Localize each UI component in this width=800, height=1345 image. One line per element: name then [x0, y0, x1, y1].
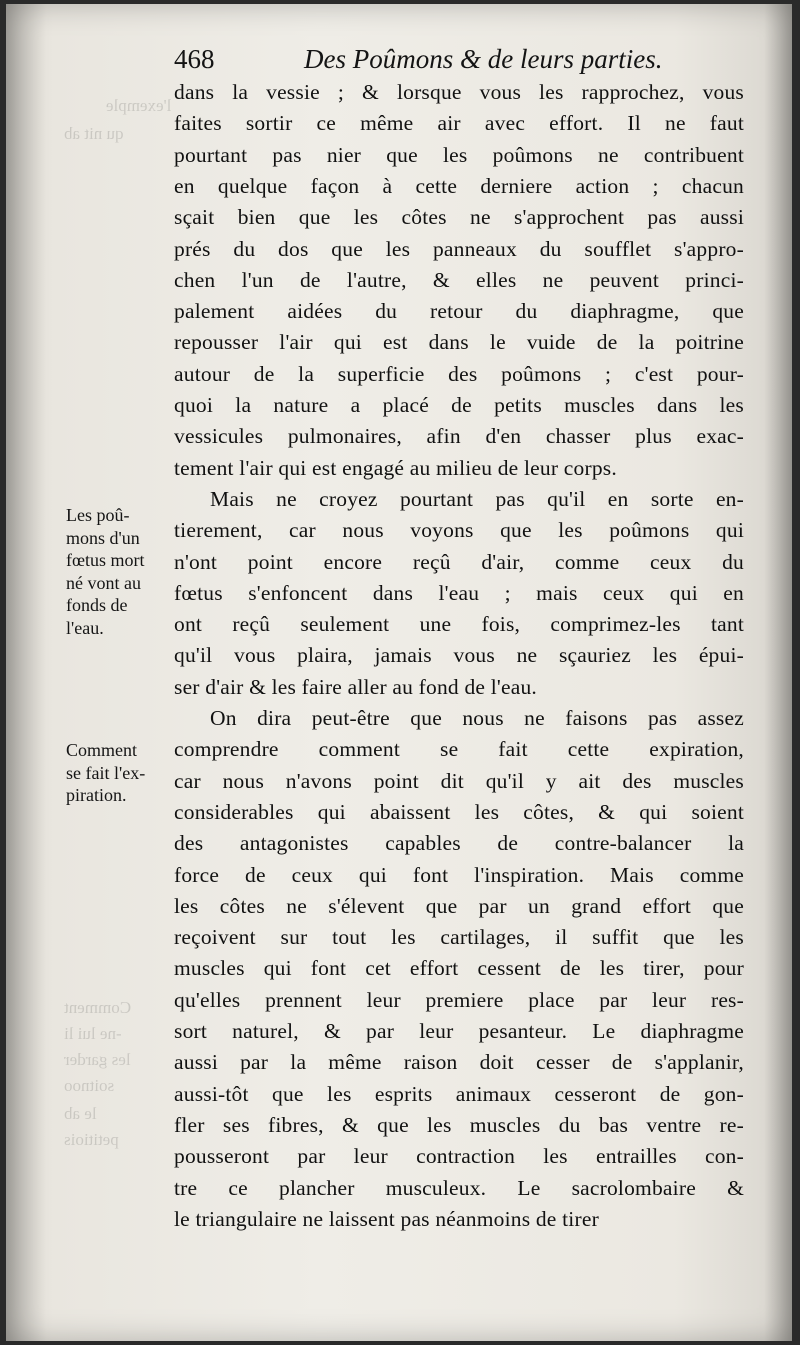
text-line: vessicules pulmonaires, afin d'en chasser plus exac-	[174, 424, 744, 449]
text-line: considerables qui abaissent les côtes, & qui soient	[174, 799, 744, 824]
show-through-text: le ab	[64, 1104, 97, 1123]
text-line: qu'elles prennent leur premiere place par leur res-	[174, 987, 744, 1012]
margin-note-line: mons d'un	[66, 527, 140, 548]
text-line: pousseront par leur contraction les entrailles con-	[174, 1144, 744, 1169]
show-through-text: l'exemple	[106, 96, 172, 115]
text-line: qu'il vous plaira, jamais vous ne sçauriez les épui-	[174, 643, 744, 668]
text-line: fler ses fibres, & que les muscles du bas ventre re-	[174, 1112, 744, 1137]
text-line: palement aidées du retour du diaphragme, que	[174, 299, 744, 324]
text-line: aussi-tôt que les esprits animaux cesseront de gon-	[174, 1081, 744, 1106]
running-header	[174, 44, 744, 75]
text-line: tre ce plancher musculeux. Le sacrolombaire &	[174, 1175, 744, 1200]
text-line: muscles qui font cet effort cessent de les tirer, pour	[174, 956, 744, 981]
running-title: Des Poûmons & de leurs parties.	[304, 44, 663, 74]
text-line: des antagonistes capables de contre-balancer la	[174, 831, 744, 856]
text-line: dans la vessie ; & lorsque vous les rapprochez, vous	[174, 80, 744, 104]
text-line: Mais ne croyez pourtant pas qu'il en sorte en-	[210, 486, 744, 511]
margin-note-line: Comment	[66, 740, 137, 760]
margin-note-line: piration.	[66, 785, 127, 805]
margin-note-expiration	[66, 739, 176, 807]
page-number: 468	[174, 44, 215, 74]
book-page	[6, 4, 792, 1341]
text-line: reçoivent sur tout les cartilages, il suffit que les	[174, 925, 744, 950]
text-line: sort naturel, & par leur pesanteur. Le diaphragme	[174, 1019, 744, 1043]
text-line: force de ceux qui font l'inspiration. Mais comme	[174, 862, 744, 887]
text-line: comprendre comment se fait cette expiration,	[174, 737, 744, 762]
text-line: tement l'air qui est engagé au milieu de leur corps.	[174, 455, 617, 480]
margin-note-line: Les poû-	[66, 505, 130, 525]
text-line: les côtes ne s'élevent que par un grand effort que	[174, 893, 744, 918]
text-line: ont reçû seulement une fois, comprimez-les tant	[174, 612, 744, 637]
show-through-text: soitnoo	[64, 1076, 115, 1095]
text-line: pourtant pas nier que les poûmons ne contribuent	[174, 142, 744, 167]
show-through-text: -ne lui li	[64, 1024, 122, 1043]
text-line: ser d'air & les faire aller au fond de l'eau.	[174, 674, 537, 699]
show-through-text: qu nit ab	[64, 124, 124, 143]
text-line: faites sortir ce même air avec effort. Il ne faut	[174, 111, 744, 136]
text-line: sçait bien que les côtes ne s'approchent pas aussi	[174, 205, 744, 230]
text-line: aussi par la même raison doit cesser de s'applanir,	[174, 1050, 744, 1075]
text-line: en quelque façon à cette derniere action ; chacun	[174, 173, 744, 198]
margin-note-line: fœtus mort	[66, 550, 145, 570]
page-edge-shadow	[764, 4, 792, 1341]
text-line: fœtus s'enfoncent dans l'eau ; mais ceux qui en	[174, 580, 744, 605]
text-line: prés du dos que les panneaux du soufflet s'appro-	[174, 236, 744, 261]
show-through-text: Comment	[64, 998, 132, 1017]
text-line: n'ont point encore reçû d'air, comme ceux du	[174, 549, 744, 574]
text-line: tierement, car nous voyons que les poûmons qui	[174, 518, 744, 543]
text-line: autour de la superficie des poûmons ; c'est pour-	[174, 361, 744, 386]
text-line: repousser l'air qui est dans le vuide de la poitrine	[174, 330, 744, 355]
page-gutter-shadow	[6, 4, 46, 1341]
margin-note-line: l'eau.	[66, 617, 104, 638]
text-line: car nous n'avons point dit qu'il y ait des muscles	[174, 768, 744, 793]
text-line: le triangulaire ne laissent pas néanmoins de tirer	[174, 1206, 599, 1231]
margin-note-line: se fait l'ex-	[66, 762, 146, 783]
text-line: chen l'un de l'autre, & elles ne peuvent princi-	[174, 267, 744, 292]
text-line: On dira peut-être que nous ne faisons pas assez	[210, 706, 744, 730]
text-line: quoi la nature a placé de petits muscles dans les	[174, 393, 744, 417]
show-through-text: petitiois	[64, 1130, 119, 1149]
margin-note-line: né vont au	[66, 572, 141, 593]
margin-note-lungs-fetus	[66, 504, 176, 639]
show-through-text: les garder	[64, 1050, 131, 1069]
margin-note-line: fonds de	[66, 595, 128, 615]
